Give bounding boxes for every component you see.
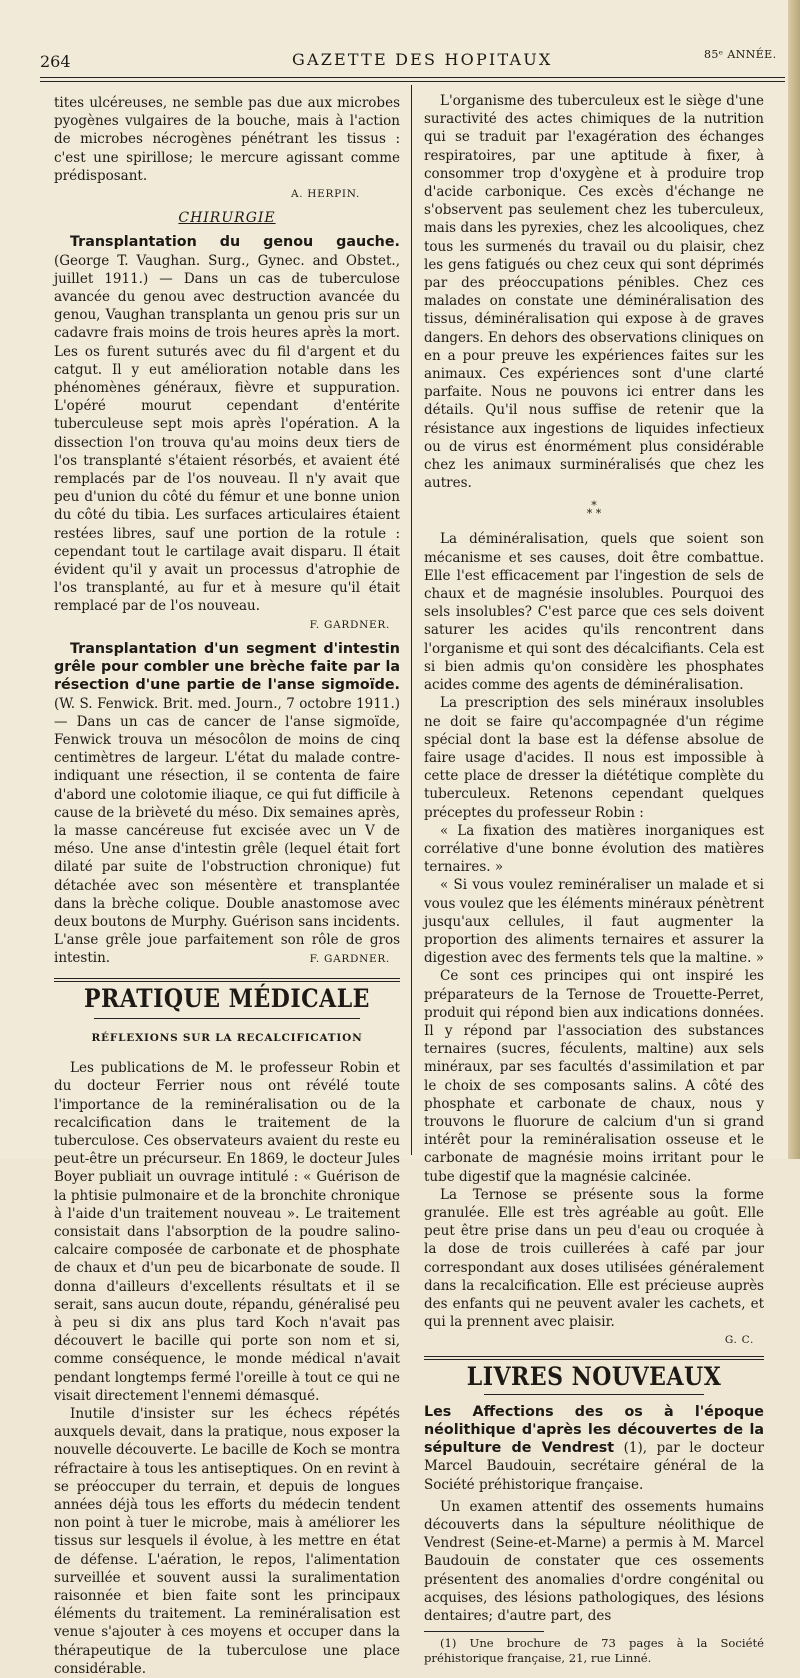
footnote-rule — [424, 1631, 544, 1632]
header-rule-2 — [40, 81, 785, 82]
intro-signature: A. HERPIN. — [290, 188, 360, 201]
article-reference: (W. S. Fenwick. Brit. med. Journ., 7 octobre 1911.) — [54, 695, 400, 712]
intro-paragraph: tites ulcéreuses, ne semble pas due aux microbes pyogènes vulgaires de la bouche, mais à l'action de microbes nécrogènes pénétrant les tissus : c'est une spirillose; le mercure agissant comme prédisposant. — [54, 95, 400, 184]
article-heading: Transplantation du genou gauche. — [70, 234, 400, 251]
section-title-livres: LIVRES NOUVEAUX — [466, 1361, 722, 1392]
paragraph: La Ternose se présente sous la forme granulée. Elle est très agréable au goût. Elle peut être prise dans un peu d'eau ou croquée à la dose de trois cuillerées à café par jour correspondant aux doses utilisées généralement dans la recalcification. Elle est précieuse auprès des enfants qui ne peuvent avaler les cachets, et qui la prennent avec plaisir. — [424, 1186, 764, 1331]
section-rule — [424, 1356, 764, 1360]
paragraph: Inutile d'insister sur les échecs répétés auxquels devait, dans la pratique, nous exposer la nouvelle découverte. Le bacille de Koch se montra réfractaire à tous les antiseptiques. On en revint à se préoccuper du terrain, et depuis de longues années déjà tous les efforts du médecin tendent non point à tuer le microbe, mais à améliorer les tissus sur lesquels il évolue, à les mettre en état de défense. L'aération, le repos, l'alimentation surveillée et souvent aussi la suralimentation raisonnée et bien faite sont les principaux éléments du traitement. La reminéralisation est venue s'ajouter à ces moyens et occuper dans la thérapeutique de la tuberculose une place considérable. — [54, 1406, 400, 1677]
paragraph: L'organisme des tuberculeux est le siège d'une suractivité des actes chimiques de la nutrition qui se traduit par l'exagération des échanges respiratoires, par une aptitude à fixer, à consommer trop d'oxygène et à produire trop d'acide carbonique. Ces excès d'échange ne s'observent pas seulement chez les tuberculeux, mais dans les pyrexies, chez les alcooliques, chez tous les surmenés du travail ou du plaisir, chez les gens fatigués ou chez ceux qui sont déprimés par des préoccupations pénibles. Chez ces malades on constate une déminéralisation des tissus, déminéralisation qui expose à de graves dangers. En dehors des observations cliniques on en a pour preuve les expériences faites sur les animaux. Ces expériences sont d'une clarté parfaite. Nous ne pouvons ici entrer dans les détails. Qu'il nous suffise de retenir que la résistance aux ingestions de liquides infectieux ou de virus est énormément plus considérable chez les animaux surminéralisés que chez les autres. — [424, 93, 764, 492]
header-rule — [40, 77, 785, 78]
article-signature: F. GARDNER. — [309, 952, 390, 965]
paragraph: Ce sont ces principes qui ont inspiré les préparateurs de la Ternose de Trouette-Perret, produit qui répond bien aux indications données. Il y répond par l'association des substances ternaires (sucres, féculents, maltine) aux sels minéraux, par ses facultés d'assimilation et par le choix de ses composants salins. A côté des phosphate et carbonate de chaux, nous y trouvons le fluorure de calcium d'un si grand intérêt pour la reminéralisation osseuse et le carbonate de magnésie moins irritant pour le tube digestif que la magnésie calcinée. — [424, 968, 764, 1185]
footnote: (1) Une brochure de 73 pages à la Société préhistorique française, 21, rue Linné. — [424, 1636, 764, 1666]
section-rule — [54, 978, 400, 982]
section-title-pratique: PRATIQUE MÉDICALE — [84, 983, 370, 1014]
article-reference: (George T. Vaughan. Surg., Gynec. and Obstet., juillet 1911.) — [54, 252, 400, 287]
book-heading: Les Affections des os à l'époque néolithique d'après les découvertes de la sépulture de Vendrest — [424, 1403, 764, 1457]
article-body: — Dans un cas de cancer de l'anse sigmoïde, Fenwick trouva un mésocôlon de moins de cinq centimètres de largeur. L'état du malade contre-indiquant une résection, il se contenta de faire d'abord une colotomie iliaque, ce qui fut difficile à cause de la brièveté du méso. Dix semaines après, la masse cancéreuse fut excisée avec un V de méso. Une anse d'intestin grêle (lequel était fort dilaté par suite de l'obstruction chronique) fut détachée avec son mésentère et transplantée dans la brèche colique. Double anastomose avec deux boutons de Murphy. Guérison sans incidents. L'anse grêle joue parfaitement son rôle de gros intestin. — [54, 713, 400, 967]
section-underline — [94, 1018, 360, 1019]
stars-separator: * * * — [586, 499, 602, 521]
chirurgie-heading: CHIRURGIE — [178, 210, 276, 227]
quote: « Si vous voulez reminéraliser un malade et si vous voulez que les éléments minéraux pénètrent jusqu'aux cellules, il faut augmenter la proportion des aliments ternaires et assurer la digestion avec des ferments tels que la maltine. » — [424, 877, 764, 967]
article-body: — Dans un cas de tuberculose avancée du genou avec destruction avancée du genou, Vaughan transplanta un genou pris sur un cadavre frais moins de trois heures après la mort. Les os furent suturés avec du fil d'argent et du catgut. Il y eut amélioration notable dans les phénomènes généraux, fièvre et suppuration. L'opéré mourut cependant d'entérite tuberculeuse sept mois après l'opération. A la dissection l'on trouva qu'au moins deux tiers de l'os transplanté s'étaient résorbés, et avaient été remplacés par de l'os nouveau. Il n'y avait que peu d'union du côté du fémur et une bonne union du côté du tibia. Les surfaces articulaires étaient restées libres, sauf une portion de la rotule : cependant tout le cartilage avait disparu. Il était évident qu'il y avait un processus d'atrophie de l'os transplanté, au fur et à mesure qu'il était remplacé par de l'os nouveau. — [54, 270, 400, 615]
quote: « La fixation des matières inorganiques est corrélative d'une bonne évolution des matières ternaires. » — [424, 822, 764, 876]
paragraph: La déminéralisation, quels que soient son mécanisme et ses causes, doit être combattue. Elle l'est efficacement par l'ingestion de sels de chaux et de magnésie insolubles. Pourquoi des sels insolubles? C'est parce que ces sels doivent saturer les acides qu'ils rencontrent dans l'organisme et qui sont des décalcifiants. Cela est si bien admis qu'on considère les phosphates acides comme des agents de déminéralisation. — [424, 531, 764, 694]
paragraph: Les publications de M. le professeur Robin et du docteur Ferrier nous ont révélé toute l'importance de la reminéralisation ou de la recalcification dans le traitement de la tuberculose. Ces observateurs avaient du reste eu peut-être un précurseur. En 1869, le docteur Jules Boyer publiait un ouvrage intitulé : « Guérison de la phtisie pulmonaire et de la bronchite chronique à l'aide d'un traitement nouveau ». Le traitement consistait dans l'absorption de la poudre salino-calcaire composée de carbonate et de phosphate de chaux et d'un peu de bicarbonate de soude. Il donna d'ailleurs d'excellents résultats et il se serait, sans aucun doute, répandu, généralisé peu à peu si dix ans plus tard Koch n'avait pas découvert le bacille qui porte son nom et si, comme conséquence, le monde médical n'avait pendant longtemps fermé l'oreille à tout ce qui ne visait directement l'ennemi démasqué. — [54, 1060, 400, 1404]
article-signature: F. GARDNER. — [309, 618, 390, 631]
book-reference: (1), par le docteur Marcel Baudouin, secrétaire général de la Société préhistorique française. — [424, 1440, 764, 1493]
article-heading: Transplantation d'un segment d'intestin grêle pour combler une brèche faite par la résection d'une partie de l'anse sigmoïde. — [54, 640, 400, 694]
journal-title: GAZETTE DES HOPITAUX — [292, 50, 553, 69]
left-column — [54, 94, 400, 1678]
article-transplant-intestine — [54, 640, 400, 968]
section-underline — [484, 1394, 704, 1395]
section-chirurgie — [54, 209, 400, 227]
signature: G. C. — [724, 1334, 754, 1347]
paragraph: Un examen attentif des ossements humains découverts dans la sépulture néolithique de Vendrest (Seine-et-Marne) a permis à M. Marcel Baudouin de constater que ces ossements présentent des anomalies d'ordre congénital ou acquises, des lésions pathologiques, des lésions dentaires; d'autre part, des — [424, 1498, 764, 1625]
column-divider — [411, 85, 412, 1155]
paragraph: La prescription des sels minéraux insolubles ne doit se faire qu'accompagnée d'un régime spécial dont la base est la défense absolue de faire usage d'acides. Il nous est impossible à cette place de dresser la diététique complète du tuberculeux. Retenons cependant quelques préceptes du professeur Robin : — [424, 695, 764, 821]
right-column — [424, 92, 764, 1666]
page-number: 264 — [40, 52, 71, 71]
article-transplant-knee — [54, 233, 400, 615]
subsection-title: RÉFLEXIONS SUR LA RECALCIFICATION — [91, 1031, 363, 1044]
journal-year: 85ᵉ ANNÉE. — [704, 48, 777, 61]
book-review — [424, 1403, 764, 1494]
page-edge — [788, 0, 800, 1159]
